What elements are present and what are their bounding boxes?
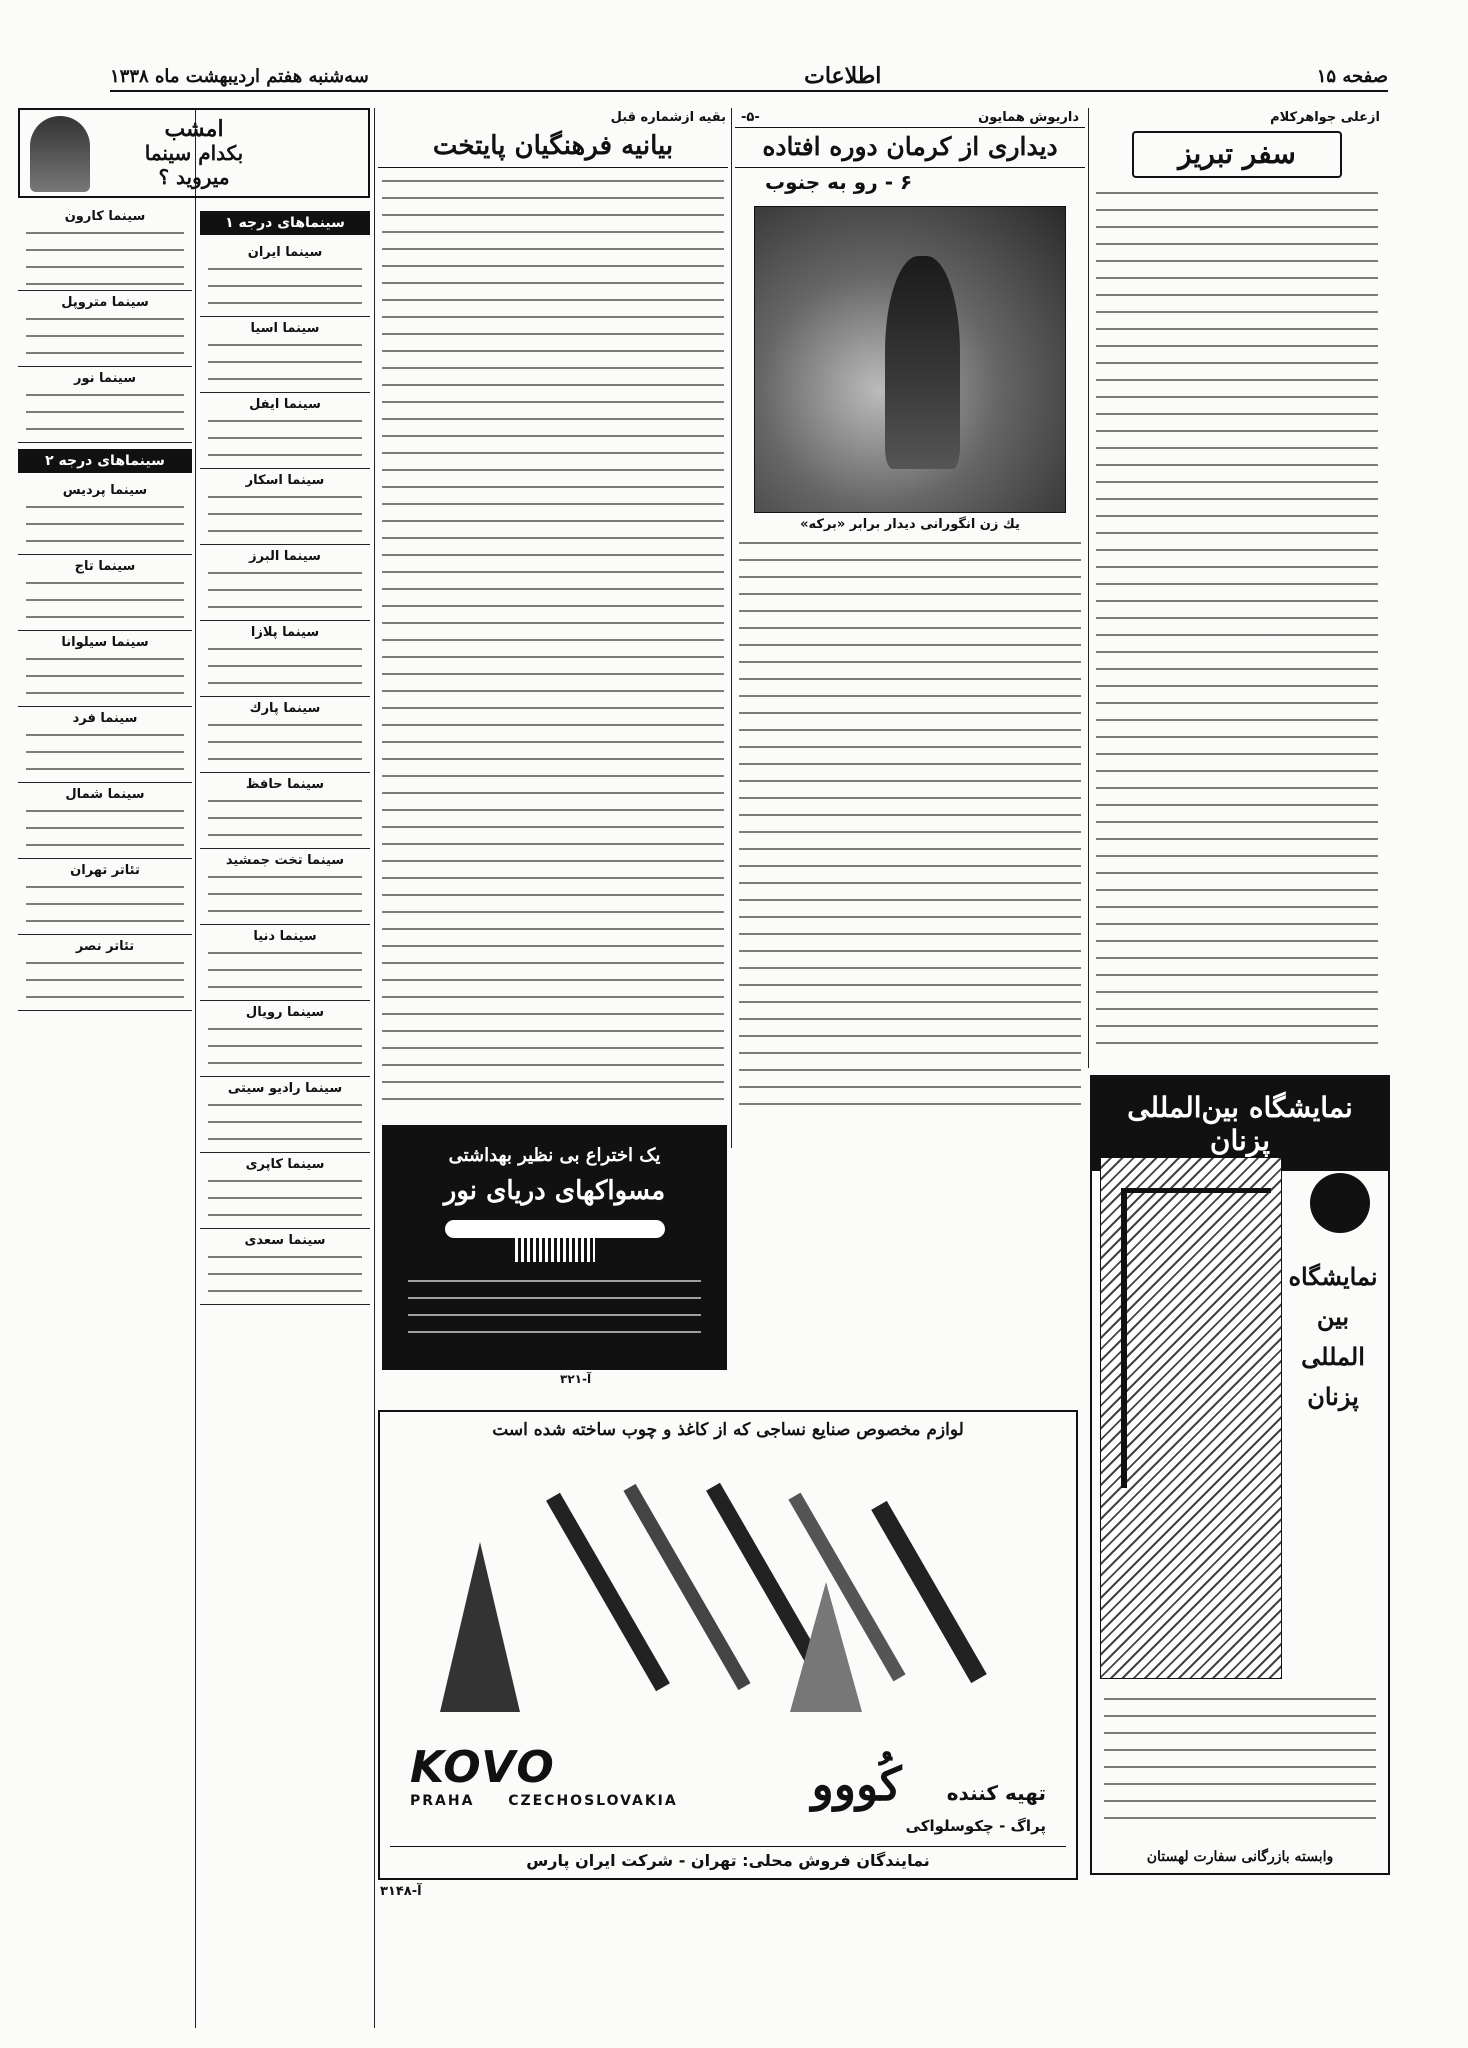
column-kerman <box>735 108 1085 1148</box>
tonight-line2: بکدام سینما <box>144 141 244 165</box>
tabriz-title: سفر تبریز <box>1132 131 1342 178</box>
kovo-agent-line: نمایندگان فروش محلی: تهران - شرکت ایران پارس <box>390 1846 1066 1870</box>
kerman-subtitle: ۶ - رو به جنوب <box>765 170 913 194</box>
kovo-city: PRAHA <box>410 1793 475 1809</box>
cinema-listing: سینما ایفل <box>200 393 370 469</box>
tabriz-kicker: ازعلی جواهرکلام <box>1270 110 1380 125</box>
running-header <box>110 62 1388 92</box>
kovo-bobbins-illustration <box>420 1472 1040 1722</box>
column-rule <box>1088 108 1089 1068</box>
cinema-listing: سینما اسیا <box>200 317 370 393</box>
cinema-listing: سینما دنیا <box>200 925 370 1001</box>
couple-illustration <box>30 116 90 192</box>
tabriz-article-text <box>1096 186 1378 1056</box>
cinema-listing: سینما نور <box>18 367 192 443</box>
cinema-listings-second <box>18 205 192 1925</box>
cone-icon <box>790 1582 862 1712</box>
toothbrush-ad-code: آ-۳۲۱ <box>560 1372 592 1386</box>
manifesto-kicker: بقیه ازشماره قبل <box>610 110 726 125</box>
poznan-body-text <box>1104 1692 1376 1832</box>
toothbrush-ad-line2: مسواکهای دریای نور <box>443 1176 666 1206</box>
kerman-kicker: داریوش همایون <box>978 110 1079 125</box>
poznan-fair-ad <box>1090 1075 1390 1875</box>
cinema-listing: سینما شمال <box>18 783 192 859</box>
column-rule <box>374 108 375 2028</box>
kovo-country: CZECHOSLOVAKIA <box>508 1793 678 1809</box>
cinema-listing: سینما رویال <box>200 1001 370 1077</box>
tonight-line1: امشب <box>164 116 224 142</box>
kerman-photo-caption: یك زن انگورانی دیدار برابر «برکه» <box>800 517 1020 532</box>
poznan-emblem-icon <box>1310 1173 1370 1233</box>
poznan-illustration <box>1100 1157 1282 1679</box>
toothbrush-graphic <box>445 1220 665 1238</box>
cone-icon <box>440 1542 520 1712</box>
issue-date: سه‌شنبه هفتم اردیبهشت ماه ۱۳۳۸ <box>110 65 369 87</box>
cinema-listing: سینما پارك <box>200 697 370 773</box>
kovo-ad <box>378 1410 1078 1880</box>
kovo-maker-fa: کُووو <box>811 1757 902 1811</box>
cinema-listing: سینما حافظ <box>200 773 370 849</box>
toothbrush-ad <box>382 1125 727 1370</box>
cinema-listing: سینما تخت جمشید <box>200 849 370 925</box>
kovo-maker-place: پراگ - چکوسلواکی <box>905 1817 1046 1835</box>
toothbrush-bristles <box>515 1238 595 1262</box>
cinema-listing: سینما کاپری <box>200 1153 370 1229</box>
kerman-title: دیداری از کرمان دوره افتاده <box>735 127 1085 168</box>
column-tabriz <box>1092 108 1382 1068</box>
manifesto-article-text <box>382 174 724 1114</box>
photo-figure <box>885 256 959 470</box>
cinema-listing: تئاتر نصر <box>18 935 192 1011</box>
cinema-listings-first <box>200 205 370 1355</box>
cinema-listing: سینما اسکار <box>200 469 370 545</box>
kovo-logo: KOVO <box>410 1742 556 1793</box>
cinema-listing: سینما البرز <box>200 545 370 621</box>
column-manifesto <box>378 108 728 1128</box>
kerman-article-text <box>739 536 1081 1106</box>
cinema-listing: سینما پردیس <box>18 479 192 555</box>
toothbrush-ad-line1: یک اختراع بی نظیر بهداشتی <box>448 1145 661 1166</box>
cinema-listing: سینما پلازا <box>200 621 370 697</box>
kovo-ad-code: آ-۳۱۴۸ <box>380 1884 422 1899</box>
section-first-class: سینماهای درجه ۱ <box>200 211 370 235</box>
cinema-listing: سینما سعدی <box>200 1229 370 1305</box>
kovo-maker-label: تهیه کننده <box>946 1781 1046 1805</box>
column-rule <box>195 108 196 2028</box>
paper-name: اطلاعات <box>804 63 882 89</box>
poznan-footer: وابسته بازرگانی سفارت لهستان <box>1146 1849 1334 1865</box>
column-rule <box>731 108 732 1148</box>
cinema-listing: تئاتر تهران <box>18 859 192 935</box>
cinema-listing: سینما سیلوانا <box>18 631 192 707</box>
crane-arm <box>1121 1188 1271 1193</box>
section-second-class: سینماهای درجه ۲ <box>18 449 192 473</box>
page-number: صفحه ۱۵ <box>1316 65 1388 87</box>
cinema-listing: سینما تاج <box>18 555 192 631</box>
cinema-listing: سینما رادیو سیتی <box>200 1077 370 1153</box>
cinema-listing: سینما کارون <box>18 205 192 291</box>
poznan-title: نمایشگاه بین‌المللی پزنان <box>1092 1077 1388 1171</box>
cinema-listing: سینما ایران <box>200 241 370 317</box>
poznan-side-text: نمایشگاه بین المللی پزنان <box>1288 1262 1378 1411</box>
tonight-cinema-ad <box>18 108 370 198</box>
cinema-listing: سینما فرد <box>18 707 192 783</box>
kerman-part: -۵- <box>741 110 760 125</box>
crane-icon <box>1121 1188 1127 1488</box>
tonight-line3: میروید ؟ <box>158 165 230 189</box>
kerman-photo <box>754 206 1066 513</box>
kovo-top-line: لوازم مخصوص صنایع نساجی که از کاغذ و چوب ساخته شده است <box>492 1420 964 1440</box>
manifesto-title: بیانیه فرهنگیان پایتخت <box>378 127 728 168</box>
cinema-listing: سینما متروپل <box>18 291 192 367</box>
